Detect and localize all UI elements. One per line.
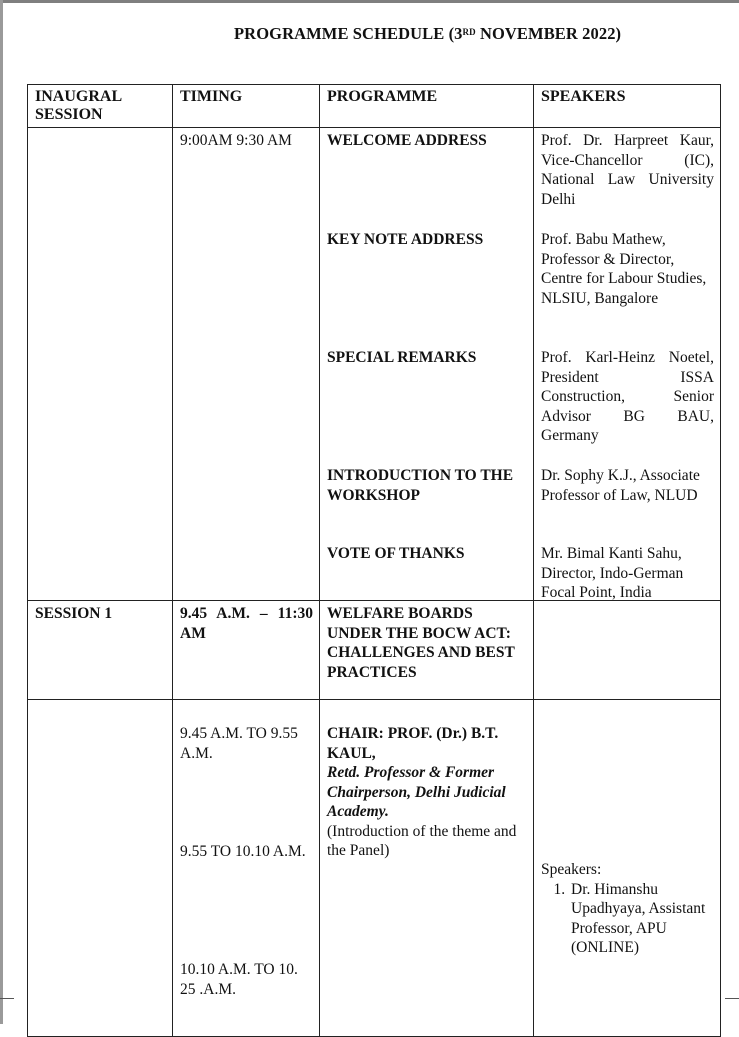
header-session: INAUGRAL SESSION — [28, 85, 173, 128]
session1-detail-programme-cell — [320, 700, 534, 1037]
chair-note: (Introduction of the theme and the Panel) — [327, 822, 517, 859]
table-row-session1 — [28, 601, 721, 700]
chair-name: CHAIR: PROF. (Dr.) B.T. KAUL, — [327, 725, 499, 762]
speakers-list — [541, 880, 714, 958]
session1-detail-timing-cell — [173, 700, 320, 1037]
title-suffix: NOVEMBER 2022) — [475, 24, 622, 43]
corner-mark-right — [725, 998, 739, 999]
speaker-item: Dr. Sophy K.J., Associate Professor of Law, NLUD — [541, 467, 700, 504]
table-row-inaugural — [28, 128, 721, 601]
header-programme: PROGRAMME — [320, 85, 534, 128]
speaker-item: Mr. Bimal Kanti Sahu, Director, Indo-German Focal Point, India — [541, 545, 684, 601]
speaker-item: Prof. Babu Mathew, Professor & Director, Centre for Labour Studies, NLSIU, Bangalore — [541, 231, 707, 307]
programme-item: SPECIAL REMARKS — [327, 349, 477, 366]
inaugural-speakers-cell — [534, 128, 721, 601]
page-border-left — [0, 0, 3, 1024]
session1-programme: WELFARE BOARDS UNDER THE BOCW ACT: CHALLENGES AND BEST PRACTICES — [320, 601, 534, 700]
inaugural-timing: 9:00AM 9:30 AM — [173, 128, 320, 601]
programme-item: KEY NOTE ADDRESS — [327, 231, 484, 248]
session1-speaker — [534, 601, 721, 700]
session1-detail-speakers-cell — [534, 700, 721, 1037]
timing-item: 9.45 A.M. TO 9.55 A.M. — [180, 725, 298, 762]
page-border-top — [0, 0, 739, 3]
list-item: 1. Dr. Himanshu Upadhyaya, Assistant Professor, APU (ONLINE) — [569, 880, 714, 958]
session1-timing: 9.45 A.M. – 11:30 AM — [173, 601, 320, 700]
timing-item: 9.55 TO 10.10 A.M. — [180, 843, 306, 860]
title-prefix: PROGRAMME SCHEDULE (3 — [234, 24, 463, 43]
programme-item: VOTE OF THANKS — [327, 545, 465, 562]
programme-item: WELCOME ADDRESS — [327, 132, 487, 149]
timing-item: 10.10 A.M. TO 10. 25 .A.M. — [180, 961, 298, 998]
session1-detail-session-cell — [28, 700, 173, 1037]
inaugural-session-cell — [28, 128, 173, 601]
table-header-row — [28, 85, 721, 128]
inaugural-programme-cell — [320, 128, 534, 601]
header-speakers: SPEAKERS — [534, 85, 721, 128]
speaker-item: Prof. Dr. Harpreet Kaur, Vice-Chancellor (IC), National Law University Delhi — [541, 132, 714, 208]
header-timing: TIMING — [173, 85, 320, 128]
page-title — [234, 24, 621, 44]
chair-details: Retd. Professor & Former Chairperson, Delhi Judicial Academy. — [327, 764, 506, 820]
session1-label: SESSION 1 — [28, 601, 173, 700]
speaker-item: Prof. Karl-Heinz Noetel, President ISSA Construction, Senior Advisor BG BAU, Germany — [541, 349, 714, 444]
table-row-session1-detail — [28, 700, 721, 1037]
programme-item: INTRODUCTION TO THE WORKSHOP — [327, 467, 514, 504]
schedule-table — [27, 84, 721, 1037]
corner-mark-left — [0, 998, 14, 999]
title-superscript: RD — [462, 27, 476, 37]
speakers-label: Speakers: — [541, 861, 602, 878]
